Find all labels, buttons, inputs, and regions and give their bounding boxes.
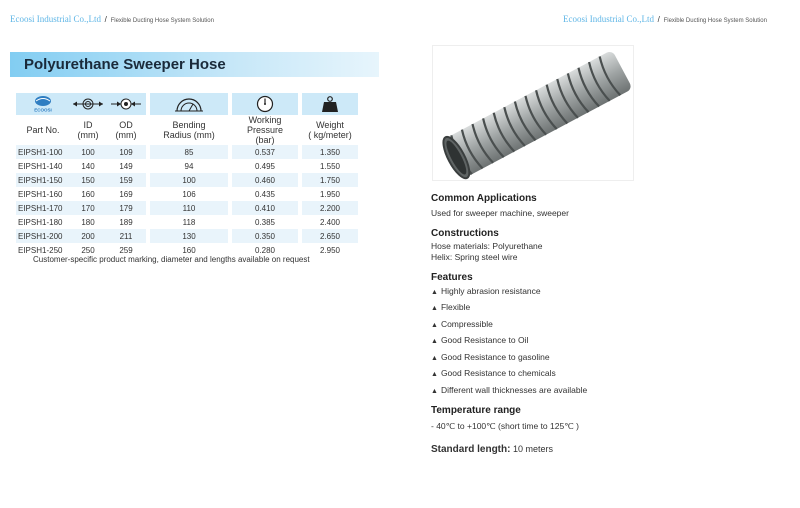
- id-cell: 140: [81, 161, 95, 171]
- brand-name: Ecoosi Industrial Co.,Ltd: [10, 14, 101, 24]
- temperature-text: - 40℃ to +100℃ (short time to 125℃ ): [431, 421, 579, 431]
- od-cell: 259: [119, 245, 133, 255]
- id-icon-cell: [70, 93, 106, 115]
- working-pressure-cell: 0.350: [232, 229, 298, 243]
- bending-radius-cell: 160: [182, 245, 196, 255]
- bending-radius-cell: 100: [150, 173, 228, 187]
- header-tagline: Flexible Ducting Hose System Solution: [663, 18, 767, 24]
- table-row: [16, 145, 358, 159]
- col-header-weight: Weight ( kg/meter): [308, 120, 352, 140]
- od-cell: 179: [106, 201, 146, 215]
- feature-item: ▲ Good Resistance to chemicals: [431, 368, 556, 378]
- triangle-bullet-icon: ▲: [431, 305, 438, 312]
- working-pressure-cell: 0.495: [254, 161, 276, 171]
- part-no-cell: EIPSH1-160: [18, 189, 63, 199]
- standard-length-value: 10 meters: [512, 444, 553, 454]
- col-header-bending-radius: Bending Radius (mm): [163, 120, 215, 140]
- common-applications-text: Used for sweeper machine, sweeper: [431, 208, 569, 218]
- standard-length-label: Standard length:: [431, 444, 511, 455]
- feature-item: ▲ Compressible: [431, 319, 493, 329]
- triangle-bullet-icon: ▲: [431, 289, 438, 296]
- od-cell: 149: [119, 161, 133, 171]
- table-row: [16, 187, 358, 201]
- triangle-bullet-icon: ▲: [431, 371, 438, 378]
- part-no-cell: EIPSH1-250: [18, 245, 63, 255]
- features-title-wrap: [431, 272, 473, 283]
- bending-radius-cell: 94: [184, 161, 194, 171]
- triangle-bullet-icon: ▲: [431, 338, 438, 345]
- header-slash: /: [657, 15, 660, 24]
- table-row: [16, 173, 358, 187]
- features-title: Features: [431, 272, 473, 283]
- weight-cell: 1.950: [319, 189, 341, 199]
- od-cell: 189: [119, 217, 133, 227]
- id-cell: 200: [70, 229, 106, 243]
- spec-table: [16, 93, 358, 257]
- bending-radius-cell: 106: [182, 189, 196, 199]
- weight-cell: 2.950: [319, 245, 341, 255]
- working-pressure-cell: 0.385: [254, 217, 276, 227]
- col-header-part-no: Part No.: [26, 125, 60, 135]
- page-header-right: [563, 14, 767, 24]
- header-slash: /: [104, 15, 107, 24]
- triangle-bullet-icon: ▲: [431, 355, 438, 362]
- construction-helix: Helix: Spring steel wire: [431, 252, 518, 262]
- weight-icon-cell: [302, 93, 358, 115]
- construction-materials: Hose materials: Polyurethane: [431, 241, 543, 251]
- triangle-bullet-icon: ▲: [431, 322, 438, 329]
- table-row: [16, 201, 358, 215]
- col-header-od: OD (mm): [115, 120, 137, 140]
- icon-row: [16, 93, 358, 115]
- constructions-title: Constructions: [431, 228, 499, 239]
- weight-cell: 1.550: [319, 161, 341, 171]
- ecoosi-logo-icon: [30, 95, 56, 113]
- title-bar: [10, 52, 379, 77]
- id-cell: 170: [70, 201, 106, 215]
- weight-cell: 2.650: [302, 229, 358, 243]
- working-pressure-cell: 0.280: [254, 245, 276, 255]
- hose-image: [433, 46, 634, 181]
- part-no-cell: EIPSH1-100: [16, 145, 70, 159]
- feature-item: ▲ Highly abrasion resistance: [431, 286, 541, 296]
- weight-cell: 2.400: [319, 217, 341, 227]
- feature-item: ▲ Good Resistance to Oil: [431, 335, 529, 345]
- page-header-left: [10, 14, 214, 24]
- bending-radius-cell: 118: [182, 217, 196, 227]
- weight-cell: 1.750: [302, 173, 358, 187]
- od-arrows-icon: [110, 97, 142, 111]
- id-cell: 180: [81, 217, 95, 227]
- brand-name: Ecoosi Industrial Co.,Ltd: [563, 14, 654, 24]
- bending-icon-cell: [150, 93, 228, 115]
- table-row: [16, 159, 358, 173]
- feature-item: ▲ Different wall thicknesses are available: [431, 385, 588, 395]
- temperature-title: Temperature range: [431, 405, 521, 416]
- part-no-cell: EIPSH1-170: [16, 201, 70, 215]
- od-cell: 109: [106, 145, 146, 159]
- col-header-working-pressure: Working Pressure (bar): [246, 115, 283, 145]
- working-pressure-cell: 0.435: [254, 189, 276, 199]
- part-no-cell: EIPSH1-180: [18, 217, 63, 227]
- feature-item: ▲ Good Resistance to gasoline: [431, 352, 550, 362]
- id-cell: 150: [70, 173, 106, 187]
- od-icon-cell: [106, 93, 146, 115]
- part-no-cell: EIPSH1-200: [16, 229, 70, 243]
- od-cell: 169: [119, 189, 133, 199]
- id-cell: 160: [81, 189, 95, 199]
- bending-radius-icon: [174, 95, 204, 113]
- logo-cell: [16, 93, 70, 115]
- id-arrows-icon: [72, 97, 104, 111]
- part-no-cell: EIPSH1-140: [18, 161, 63, 171]
- id-cell: 250: [81, 245, 95, 255]
- constructions-section: [431, 228, 543, 263]
- weight-cell: 1.350: [302, 145, 358, 159]
- product-photo: [432, 45, 634, 181]
- customization-note: Customer-specific product marking, diameter and lengths available on request: [33, 255, 310, 264]
- col-header-id: ID (mm): [77, 120, 99, 140]
- page-title: Polyurethane Sweeper Hose: [24, 56, 226, 73]
- working-pressure-cell: 0.460: [232, 173, 298, 187]
- part-no-cell: EIPSH1-150: [16, 173, 70, 187]
- id-cell: 100: [70, 145, 106, 159]
- common-applications-section: [431, 193, 569, 219]
- pressure-icon-cell: [232, 93, 298, 115]
- working-pressure-cell: 0.410: [232, 201, 298, 215]
- bending-radius-cell: 110: [150, 201, 228, 215]
- svg-text:ECOOSI: ECOOSI: [34, 107, 52, 113]
- standard-length: [431, 444, 553, 455]
- working-pressure-cell: 0.537: [232, 145, 298, 159]
- temperature-section: [431, 405, 579, 432]
- triangle-bullet-icon: ▲: [431, 388, 438, 395]
- common-applications-title: Common Applications: [431, 193, 537, 204]
- weight-cell: 2.200: [302, 201, 358, 215]
- bending-radius-cell: 130: [150, 229, 228, 243]
- header-row: [16, 115, 358, 145]
- bending-radius-cell: 85: [150, 145, 228, 159]
- header-tagline: Flexible Ducting Hose System Solution: [110, 18, 214, 24]
- pressure-gauge-icon: [256, 95, 274, 113]
- feature-item: ▲ Flexible: [431, 302, 471, 312]
- table-row: [16, 215, 358, 229]
- table-row: [16, 229, 358, 243]
- od-cell: 159: [106, 173, 146, 187]
- weight-icon: [321, 95, 339, 113]
- od-cell: 211: [106, 229, 146, 243]
